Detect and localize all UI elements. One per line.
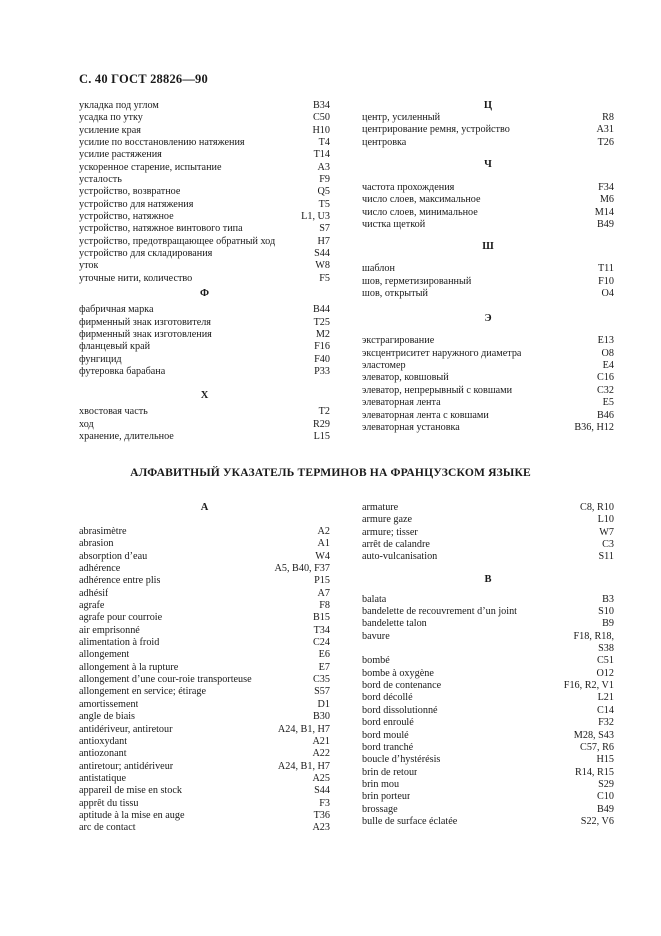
index-reference: R14, R15 [574,766,614,778]
index-term: antioxydant [79,735,128,747]
index-entry [79,112,330,124]
index-reference: D1 [317,698,330,710]
index-term: устройство, натяжное [79,211,174,223]
index-reference: C57, R6 [580,741,614,753]
index-entry [79,317,330,329]
index-reference: L1, U3 [301,211,330,223]
index-reference: F16 [314,341,330,353]
index-reference: T26 [597,136,614,148]
index-term: центр, усиленный [362,112,441,123]
index-entry [79,186,330,198]
index-term: antiozonant [79,748,127,760]
index-entry [362,643,614,655]
index-entry [79,686,330,698]
index-reference: A1 [317,538,330,550]
index-reference: O8 [601,347,614,359]
index-term: частота прохождения [362,182,455,194]
index-term: bord décollé [362,692,413,704]
index-term: число слоев, максимальное [362,194,481,206]
index-entry [362,360,614,372]
index-reference: A3 [317,161,330,173]
letter-heading-h: Х [200,390,209,402]
index-reference: F8 [319,600,330,612]
index-entry [362,754,614,766]
index-entry [362,618,614,630]
index-entry [79,674,330,686]
index-term: adhérence entre plis [79,575,161,587]
index-term: agrafe pour courroie [79,612,163,624]
index-entry [362,276,614,288]
index-entry [79,431,330,443]
index-reference: Q5 [317,186,330,198]
index-entry [362,288,614,300]
index-reference: C32 [597,384,614,396]
index-term: air emprisonné [79,624,140,636]
index-entry [79,649,330,661]
index-entry [79,810,330,822]
index-entry [79,137,330,149]
index-reference: W8 [315,260,330,272]
index-reference: B44 [313,304,330,316]
index-reference: A24, B1, H7 [277,760,330,772]
index-entry [79,612,330,624]
index-reference: A25 [312,772,330,784]
index-term: ход [79,418,94,430]
index-term: antidériveur, antiretour [79,723,173,735]
index-reference: B30 [313,711,330,723]
index-term: усталость [79,174,122,186]
index-entry [79,248,330,260]
index-reference: W7 [599,526,614,538]
index-entry [362,767,614,779]
index-entry [362,705,614,717]
index-reference: B49 [597,803,614,815]
index-entry [79,273,330,285]
index-reference: M2 [315,328,330,340]
index-term: bulle de surface éclatée [362,815,458,827]
index-term: bord tranché [362,741,414,753]
index-term: abrasion [79,538,114,550]
index-entry [362,422,614,434]
index-term: элеватор, ковшовый [362,372,449,384]
index-reference: S29 [598,778,614,790]
index-reference: E5 [602,397,614,409]
index-reference: A21 [312,735,330,747]
index-entry [79,125,330,137]
index-reference: F10 [598,275,614,287]
index-reference: M6 [599,194,614,206]
index-reference: C24 [313,637,330,649]
index-term: устройство для натяжения [79,198,194,210]
index-entry [79,822,330,834]
index-entry [79,588,330,600]
index-term: amortissement [79,698,139,710]
index-reference: F40 [314,353,330,365]
index-reference: S38 [598,643,614,655]
index-entry [79,304,330,316]
index-term: allongement [79,649,130,661]
index-term: bord moulé [362,729,409,741]
section-title: АЛФАВИТНЫЙ УКАЗАТЕЛЬ ТЕРМИНОВ НА ФРАНЦУЗСКОМ ЯЗЫКЕ [130,466,531,479]
index-entry [79,211,330,223]
index-entry [362,137,614,149]
index-term: allongement d’une cour-roie transporteuse [79,674,252,686]
index-term: bandelette talon [362,618,427,630]
letter-heading-sh: Ш [482,241,494,253]
index-entry [362,124,614,136]
index-entry [362,514,614,526]
index-reference: A22 [312,748,330,760]
index-term: уток [79,260,99,272]
page-header: С. 40 ГОСТ 28826—90 [79,72,208,86]
index-reference: F16, R2, V1 [563,680,614,692]
index-entry [362,804,614,816]
index-term: adhésif [79,587,109,599]
index-entry [362,655,614,667]
letter-heading-f: Ф [199,288,210,300]
index-reference: B34 [313,100,330,111]
index-term: фланцевый край [79,341,151,353]
index-reference: B36, H12 [574,421,614,433]
index-entry [362,551,614,563]
index-reference: F3 [319,797,330,809]
index-entry [362,668,614,680]
index-term: эластомер [362,360,406,372]
index-entry [362,779,614,791]
index-term: усилие по восстановлению натяжения [79,137,245,149]
index-entry [79,329,330,341]
index-entry [79,699,330,711]
index-term: элеваторная лента [362,397,441,409]
index-reference: C14 [597,704,614,716]
index-entry [79,724,330,736]
index-entry [79,637,330,649]
index-term: allongement à la rupture [79,661,179,673]
index-term: усилие растяжения [79,149,162,161]
index-reference: S22, V6 [580,815,614,827]
index-term: экстрагирование [362,335,435,347]
index-reference: P33 [314,365,330,377]
index-entry [79,162,330,174]
index-reference: O12 [596,667,614,679]
index-entry [79,366,330,378]
index-term: bavure [362,630,390,642]
index-reference: A24, B1, H7 [277,723,330,735]
index-entry [362,182,614,194]
index-term: шов, герметизированный [362,275,472,287]
index-term: brossage [362,803,398,815]
index-reference: T11 [597,263,614,275]
index-entry [79,354,330,366]
index-entry [362,372,614,384]
index-reference: B15 [313,612,330,624]
index-reference: A5, B40, F37 [274,563,330,575]
index-entry [79,406,330,418]
index-term: alimentation à froid [79,637,160,649]
index-entry [362,606,614,618]
index-column-bottom-right [362,502,614,828]
index-reference: F5 [319,272,330,284]
index-term: устройство для складирования [79,248,213,260]
index-reference: H7 [317,235,330,247]
index-reference: F9 [319,174,330,186]
index-term: boucle d’hystérésis [362,754,441,766]
index-entry [79,260,330,272]
index-term: abrasimètre [79,526,127,537]
index-term: brin porteur [362,791,411,803]
index-entry [79,711,330,723]
index-entry [79,773,330,785]
index-term: bandelette de recouvrement d’un joint [362,606,518,618]
index-term: apprêt du tissu [79,797,139,809]
index-entry [79,761,330,773]
index-entry [362,742,614,754]
index-reference: T25 [313,316,330,328]
index-term: фирменный знак изготовителя [79,316,211,328]
index-term: уточные нити, количество [79,272,193,284]
index-entry [79,662,330,674]
index-reference: P15 [314,575,330,587]
index-term: чистка щеткой [362,219,426,231]
index-entry [79,223,330,235]
index-term: фирменный знак изготовления [79,328,212,340]
index-entry [79,748,330,760]
index-entry [362,717,614,729]
index-term: элеваторная установка [362,421,460,433]
index-term: balata [362,593,387,605]
index-entry [79,563,330,575]
index-reference: F32 [598,717,614,729]
index-term: arrêt de calandre [362,539,430,551]
index-entry [362,219,614,231]
index-entry [362,631,614,643]
index-reference: B9 [602,618,614,630]
index-reference: W4 [315,550,330,562]
index-term: bord enroulé [362,717,414,729]
index-reference: S57 [314,686,330,698]
index-term: усиление края [79,124,141,136]
index-term: absorption d’eau [79,550,148,562]
index-reference: R29 [313,418,330,430]
index-reference: O4 [601,288,614,300]
index-reference: A31 [596,124,614,136]
letter-heading-ts: Ц [483,100,493,111]
index-term: allongement en service; étirage [79,686,207,698]
index-term: элеватор, непрерывный с ковшами [362,384,513,396]
index-reference: B46 [597,409,614,421]
index-entry [362,816,614,828]
index-reference: A7 [317,587,330,599]
index-term: bord dissolutionné [362,704,438,716]
index-term: ускоренное старение, испытание [79,161,222,173]
index-entry [79,785,330,797]
index-reference: H10 [312,124,330,136]
index-entry [362,730,614,742]
index-entry [79,551,330,563]
index-reference: S44 [314,785,330,797]
index-term: шаблон [362,263,395,275]
index-term: фунгицид [79,353,122,365]
index-reference: E7 [318,661,330,673]
index-term: центрирование ремня, устройство [362,124,510,136]
index-term: angle de biais [79,711,136,723]
index-reference: T2 [318,406,330,418]
letter-heading-ch: Ч [484,159,492,171]
index-reference: H15 [596,754,614,766]
letter-heading-a: A [200,502,209,513]
index-reference: L21 [597,692,614,704]
index-column-top-right [362,100,614,434]
index-reference: R8 [602,112,614,123]
index-term: bombe à oxygène [362,667,434,679]
index-reference: E13 [597,335,614,347]
index-term: bombé [362,655,390,667]
index-entry [362,791,614,803]
index-reference: B49 [597,219,614,231]
index-entry [362,348,614,360]
index-reference: L10 [597,514,614,526]
index-reference: C8, R10 [580,502,614,513]
index-entry [362,594,614,606]
index-entry [79,625,330,637]
index-entry [79,575,330,587]
letter-heading-e: Э [484,313,492,325]
index-reference: C51 [597,655,614,667]
index-reference: M28, S43 [573,729,614,741]
index-term: футеровка барабана [79,365,166,377]
index-term: aptitude à la mise en auge [79,809,185,821]
index-entry [362,207,614,219]
index-reference: T14 [313,149,330,161]
index-term: armure; tisser [362,526,418,538]
index-term: brin de retour [362,766,418,778]
index-entry [79,526,330,538]
index-reference: B3 [602,593,614,605]
index-entry [79,341,330,353]
index-entry [79,149,330,161]
index-reference: C3 [602,539,614,551]
index-entry [79,798,330,810]
index-reference: C10 [597,791,614,803]
index-term: antistatique [79,772,126,784]
index-reference: A23 [312,822,330,834]
index-term: число слоев, минимальное [362,206,478,218]
index-term: хвостовая часть [79,406,148,418]
index-term: antiretour; antidériveur [79,760,174,772]
index-column-top-left [79,100,330,443]
index-term: фабричная марка [79,304,154,316]
index-term: arc de contact [79,822,136,834]
index-reference: S44 [314,248,330,260]
index-term: auto-vulcanisation [362,551,438,563]
index-entry [79,736,330,748]
index-term: элеваторная лента с ковшами [362,409,489,421]
index-reference: M14 [594,206,614,218]
index-reference: T4 [318,137,330,149]
index-entry [79,419,330,431]
index-entry [79,236,330,248]
index-reference: S10 [598,606,614,618]
index-entry [79,100,330,112]
index-reference: T36 [313,809,330,821]
index-reference: S11 [598,551,614,563]
index-reference: C50 [313,112,330,124]
letter-heading-b: B [484,573,492,585]
index-reference: A2 [317,526,330,537]
index-term: bord de contenance [362,680,442,692]
index-term: устройство, предотвращающее обратный ход [79,235,276,247]
index-entry [362,263,614,275]
index-reference: T5 [318,198,330,210]
index-term: хранение, длительное [79,430,174,442]
index-entry [362,680,614,692]
index-term: эксцентриситет наружного диаметра [362,347,522,359]
index-term: brin mou [362,778,400,790]
index-entry [362,194,614,206]
index-term: устройство, натяжное винтового типа [79,223,243,235]
index-reference: F34 [598,182,614,194]
index-entry [79,600,330,612]
index-reference: T34 [313,624,330,636]
index-reference: E6 [318,649,330,661]
index-entry [362,539,614,551]
index-entry [362,112,614,124]
index-term: укладка под углом [79,100,159,111]
index-entry [362,692,614,704]
index-entry [362,502,614,514]
index-term: agrafe [79,600,105,612]
index-entry [362,335,614,347]
index-term: усадка по утку [79,112,143,124]
index-reference: L15 [313,430,330,442]
index-entry [362,385,614,397]
index-reference: C35 [313,674,330,686]
index-entry [362,527,614,539]
index-reference: E4 [602,360,614,372]
index-term: adhérence [79,563,121,575]
index-term: центровка [362,136,407,148]
index-entry [79,538,330,550]
index-column-bottom-left [79,502,330,835]
index-reference: S7 [319,223,330,235]
index-term: устройство, возвратное [79,186,181,198]
index-entry [362,397,614,409]
index-term: appareil de mise en stock [79,785,182,797]
index-term: armature [362,502,399,513]
index-entry [79,174,330,186]
index-term: armure gaze [362,514,413,526]
index-reference: C16 [597,372,614,384]
index-term: шов, открытый [362,288,428,300]
index-entry [362,410,614,422]
index-reference: F18, R18, [573,630,614,642]
index-entry [79,199,330,211]
